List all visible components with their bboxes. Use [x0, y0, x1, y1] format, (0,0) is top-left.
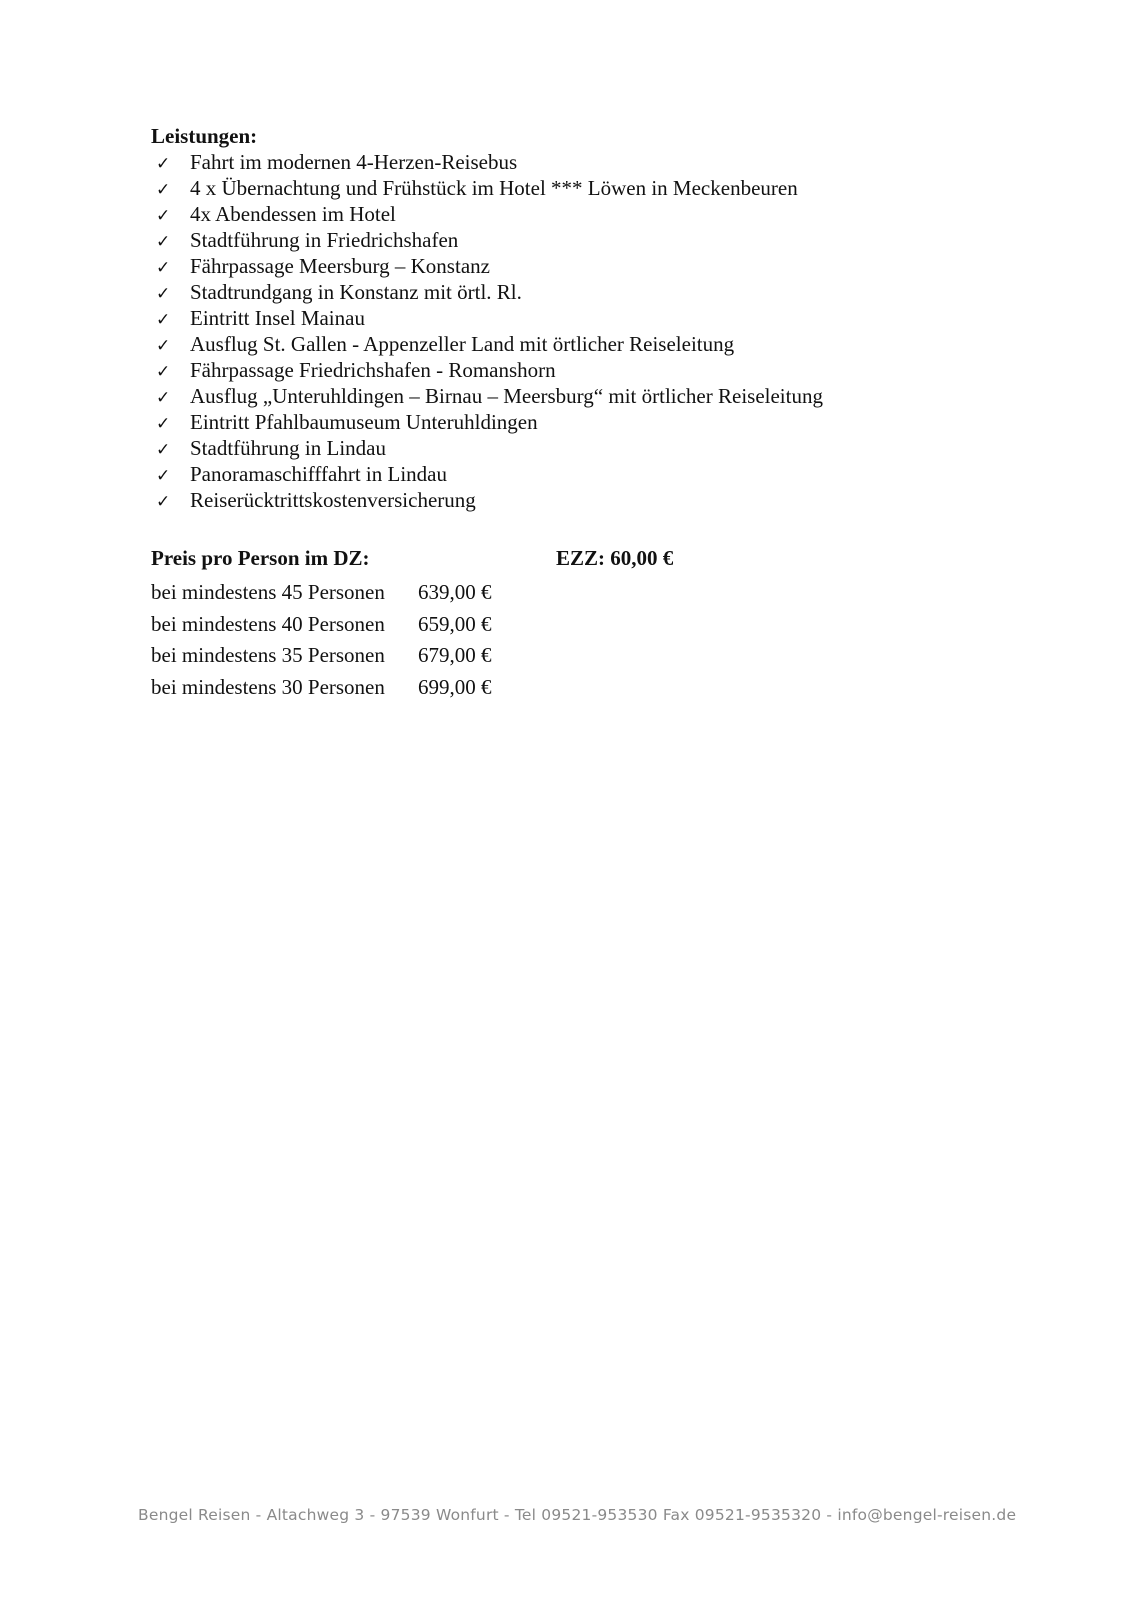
checkmark-icon: ✓	[156, 414, 171, 434]
service-text: Fährpassage Meersburg – Konstanz	[190, 254, 490, 278]
list-item	[156, 487, 823, 513]
checkmark-icon: ✓	[156, 180, 171, 200]
list-item	[156, 357, 823, 383]
service-text: Reiserücktrittskostenversicherung	[190, 488, 476, 512]
service-text: 4x Abendessen im Hotel	[190, 202, 396, 226]
price-table	[151, 577, 492, 703]
checkmark-icon: ✓	[156, 154, 171, 174]
service-text: Stadtrundgang in Konstanz mit örtl. Rl.	[190, 280, 522, 304]
single-room-surcharge: EZZ: 60,00 €	[556, 546, 674, 570]
service-text: Fährpassage Friedrichshafen - Romanshorn	[190, 358, 556, 382]
table-row	[151, 640, 492, 672]
service-text: Ausflug St. Gallen - Appenzeller Land mit örtlicher Reiseleitung	[190, 332, 735, 356]
price-condition: bei mindestens 35 Personen	[151, 643, 385, 667]
service-text: Stadtführung in Friedrichshafen	[190, 228, 459, 252]
checkmark-icon: ✓	[156, 388, 171, 408]
list-item	[156, 201, 823, 227]
services-list	[156, 149, 823, 513]
price-condition: bei mindestens 45 Personen	[151, 580, 385, 604]
checkmark-icon: ✓	[156, 206, 171, 226]
checkmark-icon: ✓	[156, 232, 171, 252]
checkmark-icon: ✓	[156, 362, 171, 382]
list-item	[156, 227, 823, 253]
table-row	[151, 577, 492, 609]
table-row	[151, 609, 492, 641]
price-condition: bei mindestens 40 Personen	[151, 611, 385, 636]
list-item	[156, 253, 823, 279]
list-item	[156, 175, 823, 201]
service-text: 4 x Übernachtung und Frühstück im Hotel *** Löwen in Meckenbeuren	[190, 176, 798, 200]
list-item	[156, 305, 823, 331]
checkmark-icon: ✓	[156, 336, 171, 356]
checkmark-icon: ✓	[156, 440, 171, 460]
list-item	[156, 149, 823, 175]
service-text: Panoramaschifffahrt in Lindau	[190, 462, 447, 486]
list-item	[156, 461, 823, 487]
company-footer: Bengel Reisen - Altachweg 3 - 97539 Wonfurt - Tel 09521-953530 Fax 09521-9535320 - info@bengel-reisen.de	[138, 1506, 1017, 1524]
price-amount: 639,00 €	[418, 580, 492, 604]
checkmark-icon: ✓	[156, 284, 171, 304]
service-text: Stadtführung in Lindau	[190, 436, 386, 460]
list-item	[156, 435, 823, 461]
service-text: Eintritt Insel Mainau	[190, 306, 365, 330]
table-row	[151, 672, 492, 704]
service-text: Fahrt im modernen 4-Herzen-Reisebus	[190, 150, 518, 174]
price-condition: bei mindestens 30 Personen	[151, 674, 385, 699]
checkmark-icon: ✓	[156, 466, 171, 486]
checkmark-icon: ✓	[156, 310, 171, 330]
price-amount: 679,00 €	[418, 643, 492, 667]
service-text: Eintritt Pfahlbaumuseum Unteruhldingen	[190, 410, 538, 434]
checkmark-icon: ✓	[156, 492, 171, 512]
list-item	[156, 331, 823, 357]
service-text: Ausflug „Unteruhldingen – Birnau – Meersburg“ mit örtlicher Reiseleitung	[190, 384, 823, 408]
price-amount: 659,00 €	[418, 611, 492, 636]
list-item	[156, 409, 823, 435]
price-amount: 699,00 €	[418, 674, 492, 699]
checkmark-icon: ✓	[156, 258, 171, 278]
list-item	[156, 279, 823, 305]
price-heading: Preis pro Person im DZ:	[151, 546, 370, 570]
services-heading: Leistungen:	[151, 124, 258, 148]
list-item	[156, 383, 823, 409]
